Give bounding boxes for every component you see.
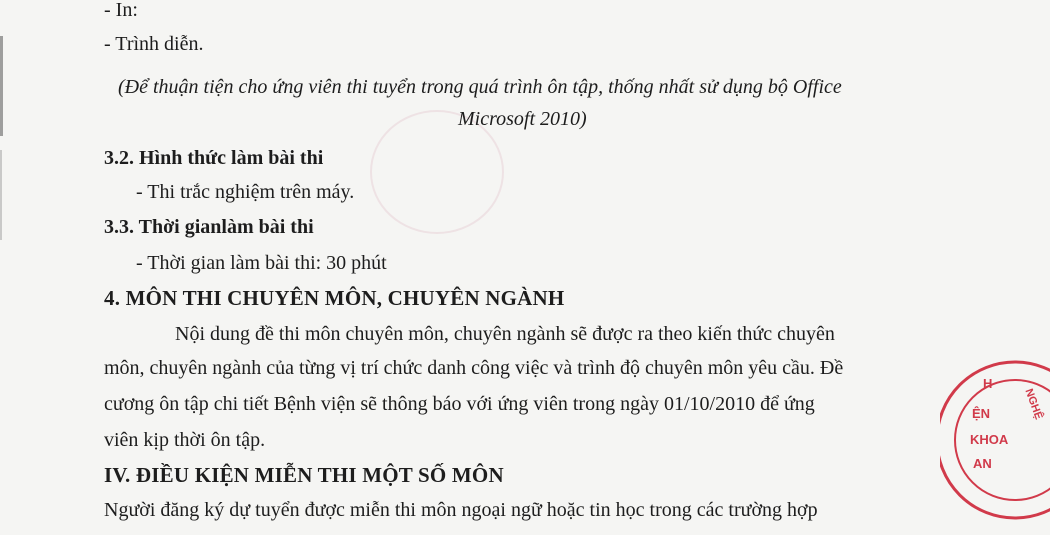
- seal-letter: NGHỆ: [1022, 387, 1045, 422]
- paragraph-line-1: Nội dung đề thi môn chuyên môn, chuyên ngành sẽ được ra theo kiến thức chuyên: [175, 323, 835, 345]
- paragraph-line-2: môn, chuyên ngành của từng vị trí chức danh công việc và trình độ chuyên môn yêu cầu. Đề: [104, 357, 844, 379]
- seal-letter: H: [983, 376, 993, 391]
- paragraph-line-3: cương ôn tập chi tiết Bệnh viện sẽ thông báo với ứng viên trong ngày 01/10/2010 để ứng: [104, 393, 815, 415]
- paragraph-line-4: viên kịp thời ôn tập.: [104, 429, 266, 451]
- note-line-2: Microsoft 2010): [458, 108, 587, 130]
- section-heading-3-2: 3.2. Hình thức làm bài thi: [104, 147, 324, 169]
- seal-letter: KHOA: [970, 432, 1009, 447]
- section-heading-iv: IV. ĐIỀU KIỆN MIỄN THI MỘT SỐ MÔN: [104, 463, 504, 487]
- list-item-thoi-gian: - Thời gian làm bài thi: 30 phút: [136, 252, 387, 274]
- list-item-thi-trac-nghiem: - Thi trắc nghiệm trên máy.: [136, 181, 355, 203]
- stamp-seal-graphic: [940, 330, 1050, 530]
- section-heading-4: 4. MÔN THI CHUYÊN MÔN, CHUYÊN NGÀNH: [104, 286, 565, 310]
- seal-letter: ỆN: [972, 406, 991, 421]
- red-stamp-seal: [940, 330, 1050, 530]
- paragraph-line-5: Người đăng ký dự tuyển được miễn thi môn ngoại ngữ hoặc tin học trong các trường hợp: [104, 499, 818, 521]
- scan-edge-mark: [0, 150, 2, 240]
- scan-edge-mark: [0, 36, 3, 136]
- note-line-1: (Để thuận tiện cho ứng viên thi tuyển trong quá trình ôn tập, thống nhất sử dụng bộ Office: [118, 76, 842, 98]
- list-item-in: - In:: [104, 0, 138, 21]
- seal-letter: AN: [973, 456, 992, 471]
- section-heading-3-3: 3.3. Thời gianlàm bài thi: [104, 216, 314, 238]
- list-item-trinh-dien: - Trình diễn.: [104, 33, 204, 55]
